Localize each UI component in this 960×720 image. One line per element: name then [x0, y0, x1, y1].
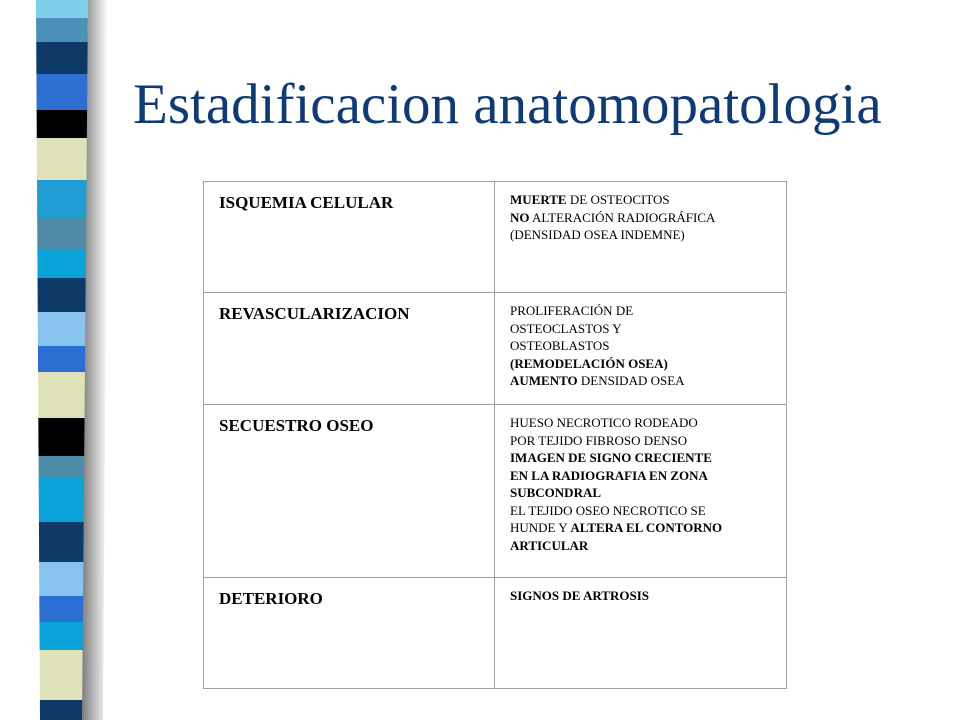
description-text: HUESO NECROTICO RODEADO — [510, 415, 698, 430]
side-bar-stripe — [39, 456, 85, 478]
side-bar-stripe — [40, 700, 82, 720]
side-bar-stripe — [36, 0, 88, 18]
side-bar-stripe — [36, 74, 87, 110]
slide-title: Estadificacion anatomopatologia — [133, 73, 882, 136]
side-bar-stripe — [37, 180, 87, 218]
description-line — [495, 372, 786, 390]
table-row — [204, 578, 787, 689]
description-text: SIGNOS DE ARTROSIS — [510, 588, 649, 603]
description-line — [495, 484, 786, 502]
staging-table — [203, 181, 787, 689]
side-bar-stripe — [39, 596, 83, 622]
stage-cell — [204, 405, 495, 578]
side-bar-stripe — [36, 18, 88, 42]
description-text: IMAGEN DE SIGNO CRECIENTE — [510, 450, 712, 465]
side-bar-stripe — [37, 138, 87, 180]
stage-name: SECUESTRO OSEO — [219, 416, 374, 435]
side-bar-stripe — [39, 522, 84, 562]
description-line — [495, 502, 786, 520]
description-line — [495, 467, 786, 485]
description-text: (DENSIDAD OSEA INDEMNE) — [510, 227, 685, 242]
description-cell — [495, 578, 787, 689]
side-bar-stripe — [39, 562, 83, 596]
description-text: ALTERACIÓN RADIOGRÁFICA — [529, 209, 716, 225]
side-bar-stripe — [36, 42, 87, 74]
side-bar-stripe — [38, 278, 86, 312]
side-bar-graphic — [0, 0, 110, 720]
description-line — [495, 320, 786, 338]
stage-name: DETERIORO — [219, 589, 323, 608]
description-line — [495, 519, 786, 537]
side-bar-stripe — [38, 312, 86, 346]
description-text: DENSIDAD OSEA — [577, 373, 685, 388]
stage-cell — [204, 578, 495, 689]
description-line — [495, 578, 786, 605]
stage-name: ISQUEMIA CELULAR — [219, 193, 394, 212]
description-text: AUMENTO — [510, 373, 578, 388]
side-bar-stripe — [40, 650, 83, 700]
side-bar-stripe — [39, 478, 84, 522]
description-text: DE OSTEOCITOS — [566, 192, 670, 207]
table-row — [204, 293, 787, 405]
side-bar-stripe — [38, 372, 85, 418]
stage-cell — [204, 293, 495, 405]
description-line — [495, 432, 786, 450]
description-line — [495, 355, 786, 373]
description-text: MUERTE — [510, 192, 567, 207]
description-cell — [495, 182, 787, 293]
description-line — [495, 226, 786, 244]
description-text: EL TEJIDO OSEO NECROTICO SE — [510, 502, 706, 518]
description-text: (REMODELACIÓN OSEA) — [510, 355, 668, 371]
description-line — [495, 449, 786, 467]
description-cell — [495, 293, 787, 405]
side-bar-stripes — [36, 0, 88, 720]
description-cell — [495, 405, 787, 578]
description-line — [495, 537, 786, 555]
description-text: ARTICULAR — [510, 537, 589, 553]
stage-name: REVASCULARIZACION — [219, 304, 410, 323]
description-text: OSTEOCLASTOS Y — [510, 320, 622, 336]
description-text: SUBCONDRAL — [510, 485, 602, 500]
side-bar-stripe — [37, 110, 87, 138]
description-line — [495, 182, 786, 209]
description-line — [495, 405, 786, 432]
table-row — [204, 405, 787, 578]
description-line — [495, 293, 786, 320]
description-text: POR TEJIDO FIBROSO DENSO — [510, 432, 688, 448]
side-bar-stripe — [39, 622, 82, 650]
description-text: ALTERA EL CONTORNO — [570, 520, 723, 535]
side-bar-stripe — [37, 250, 86, 278]
description-line — [495, 337, 786, 355]
side-bar-stripe — [38, 418, 84, 456]
side-bar-stripe — [37, 218, 86, 250]
table-row — [204, 182, 787, 293]
description-line — [495, 209, 786, 227]
stage-cell — [204, 182, 495, 293]
decorative-side-bar — [0, 0, 110, 720]
description-text: OSTEOBLASTOS — [510, 338, 610, 353]
description-text: EN LA RADIOGRAFIA EN ZONA — [510, 467, 708, 483]
description-text: NO — [510, 209, 530, 225]
description-text: PROLIFERACIÓN DE — [510, 303, 634, 318]
side-bar-stripe — [38, 346, 85, 372]
description-text: HUNDE Y — [510, 520, 571, 535]
